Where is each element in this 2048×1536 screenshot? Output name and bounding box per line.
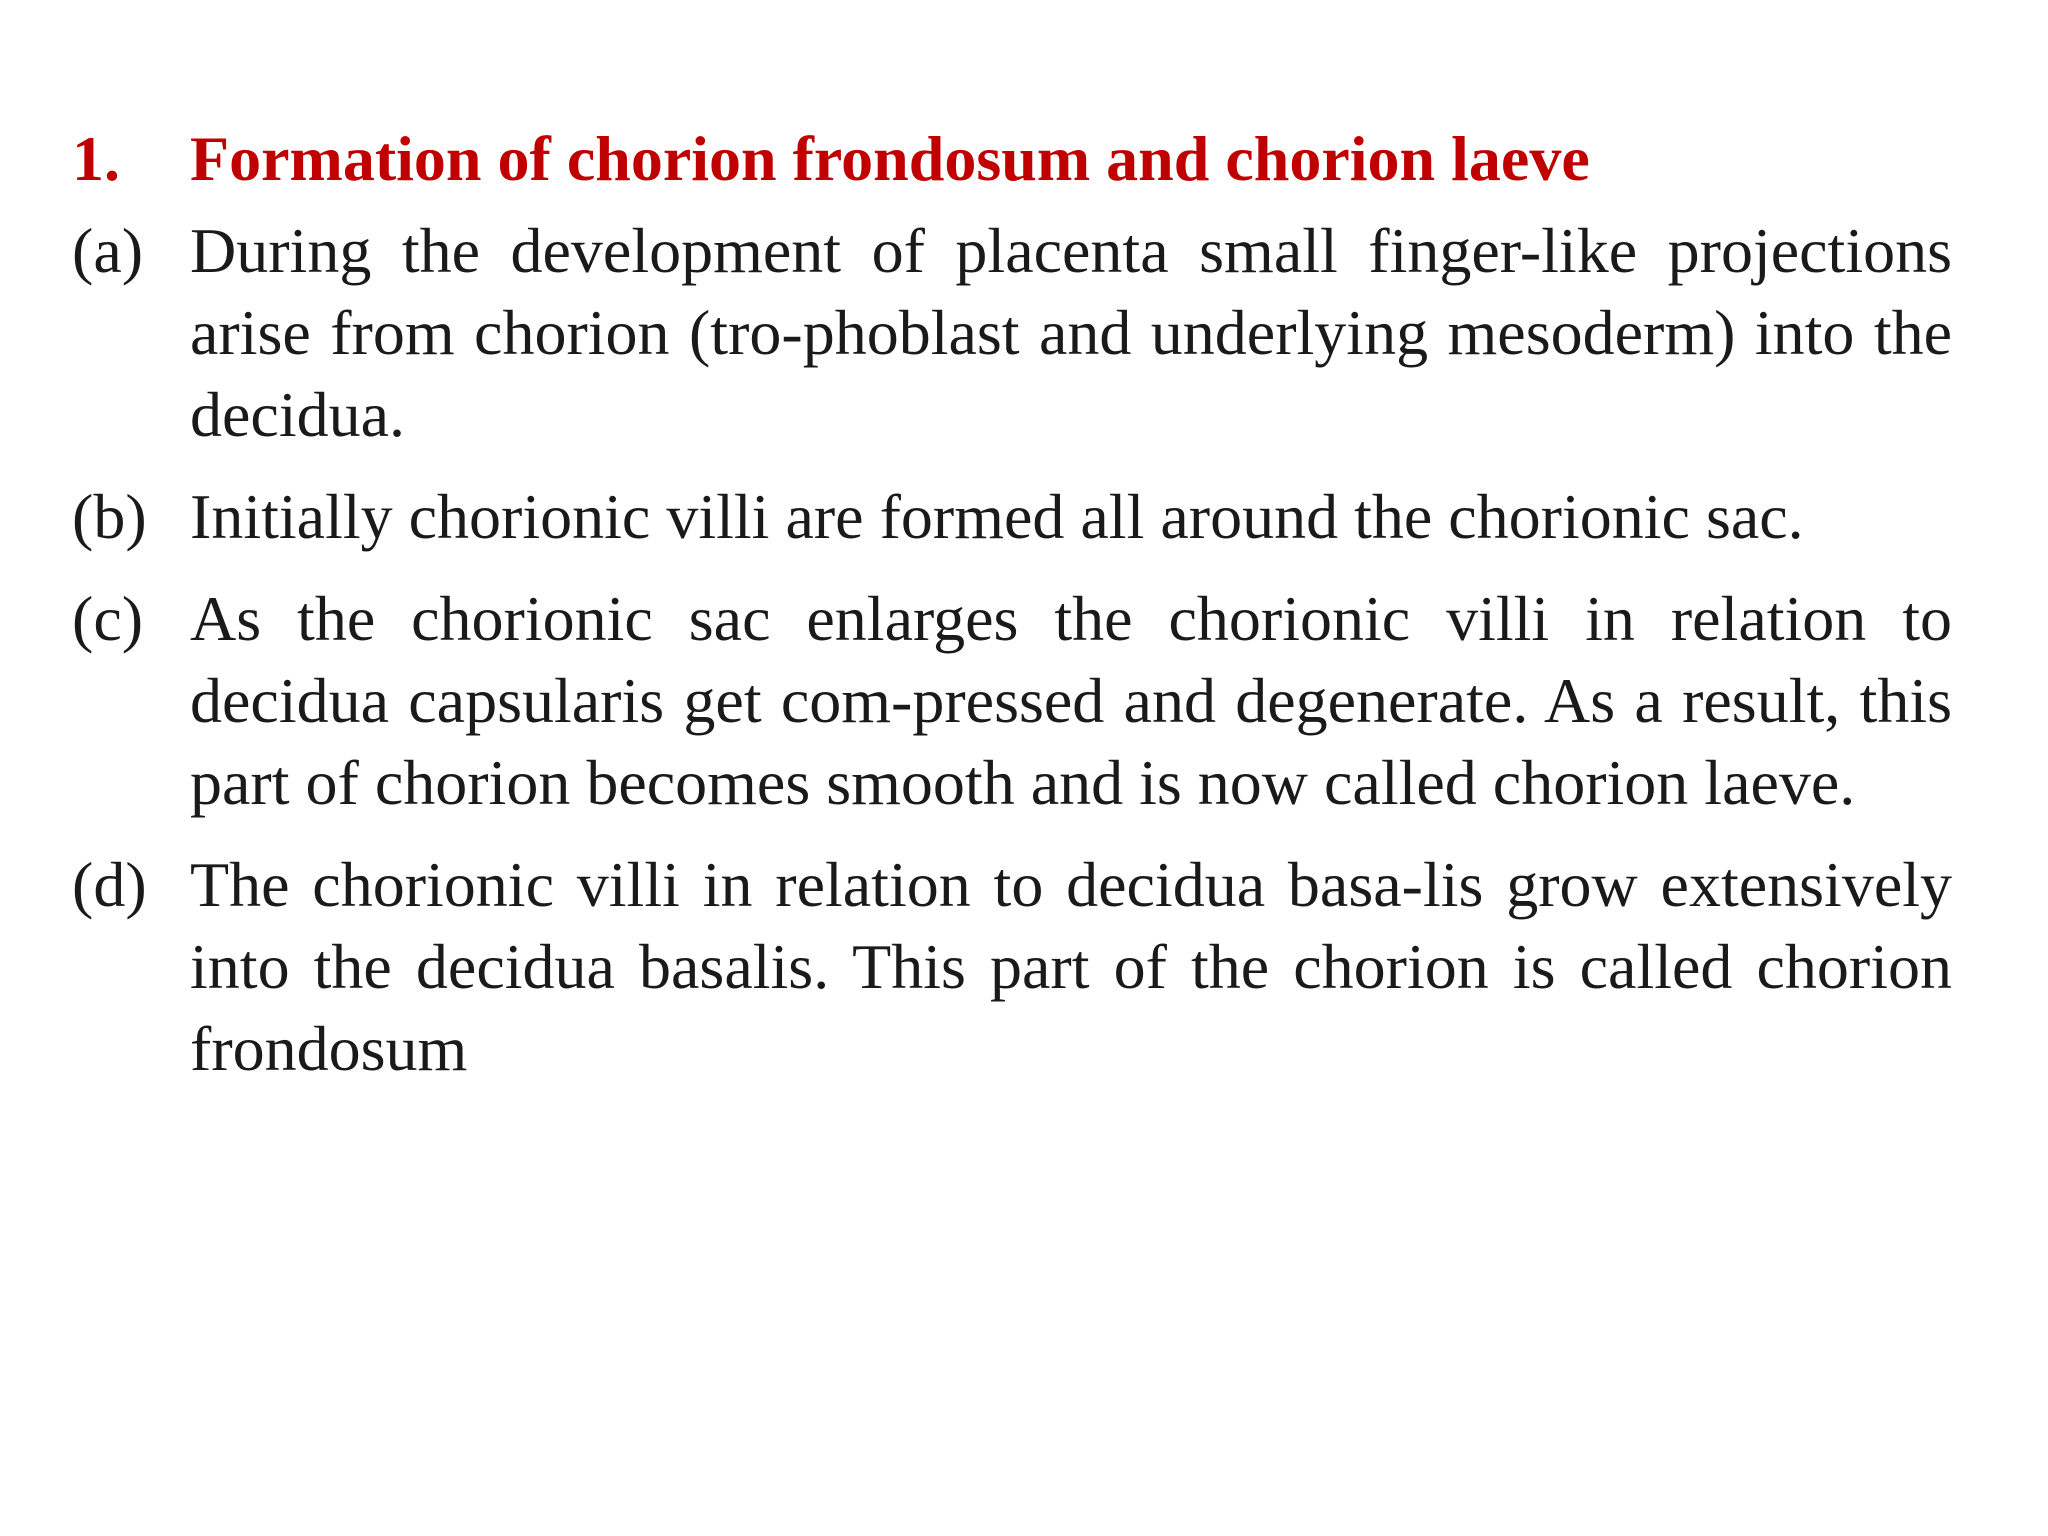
heading-number: 1. bbox=[72, 123, 120, 194]
list-marker: (c) bbox=[72, 583, 144, 654]
list-marker: (b) bbox=[72, 481, 147, 552]
list-item-c bbox=[72, 578, 1952, 824]
list-item-b bbox=[72, 476, 1952, 558]
slide-content bbox=[72, 118, 1952, 1110]
list-item-d bbox=[72, 844, 1952, 1090]
list-item-a bbox=[72, 210, 1952, 456]
list-item-text: During the development of placenta small finger-like projections arise from chorion (tro-phoblast and underlying mesoderm) into the decidua. bbox=[190, 215, 1952, 450]
section-heading bbox=[72, 118, 1952, 200]
heading-title: Formation of chorion frondosum and chorion laeve bbox=[190, 123, 1590, 194]
list-item-text: Initially chorionic villi are formed all around the chorionic sac. bbox=[190, 481, 1804, 552]
list-item-text: As the chorionic sac enlarges the chorionic villi in relation to decidua capsularis get com-pressed and degenerate. As a result, this part of chorion becomes smooth and is now called chorion laeve. bbox=[190, 583, 1952, 818]
list-marker: (a) bbox=[72, 215, 144, 286]
list-item-text: The chorionic villi in relation to decidua basa-lis grow extensively into the decidua basalis. This part of the chorion is called chorion frondosum bbox=[190, 849, 1952, 1084]
list-marker: (d) bbox=[72, 849, 147, 920]
